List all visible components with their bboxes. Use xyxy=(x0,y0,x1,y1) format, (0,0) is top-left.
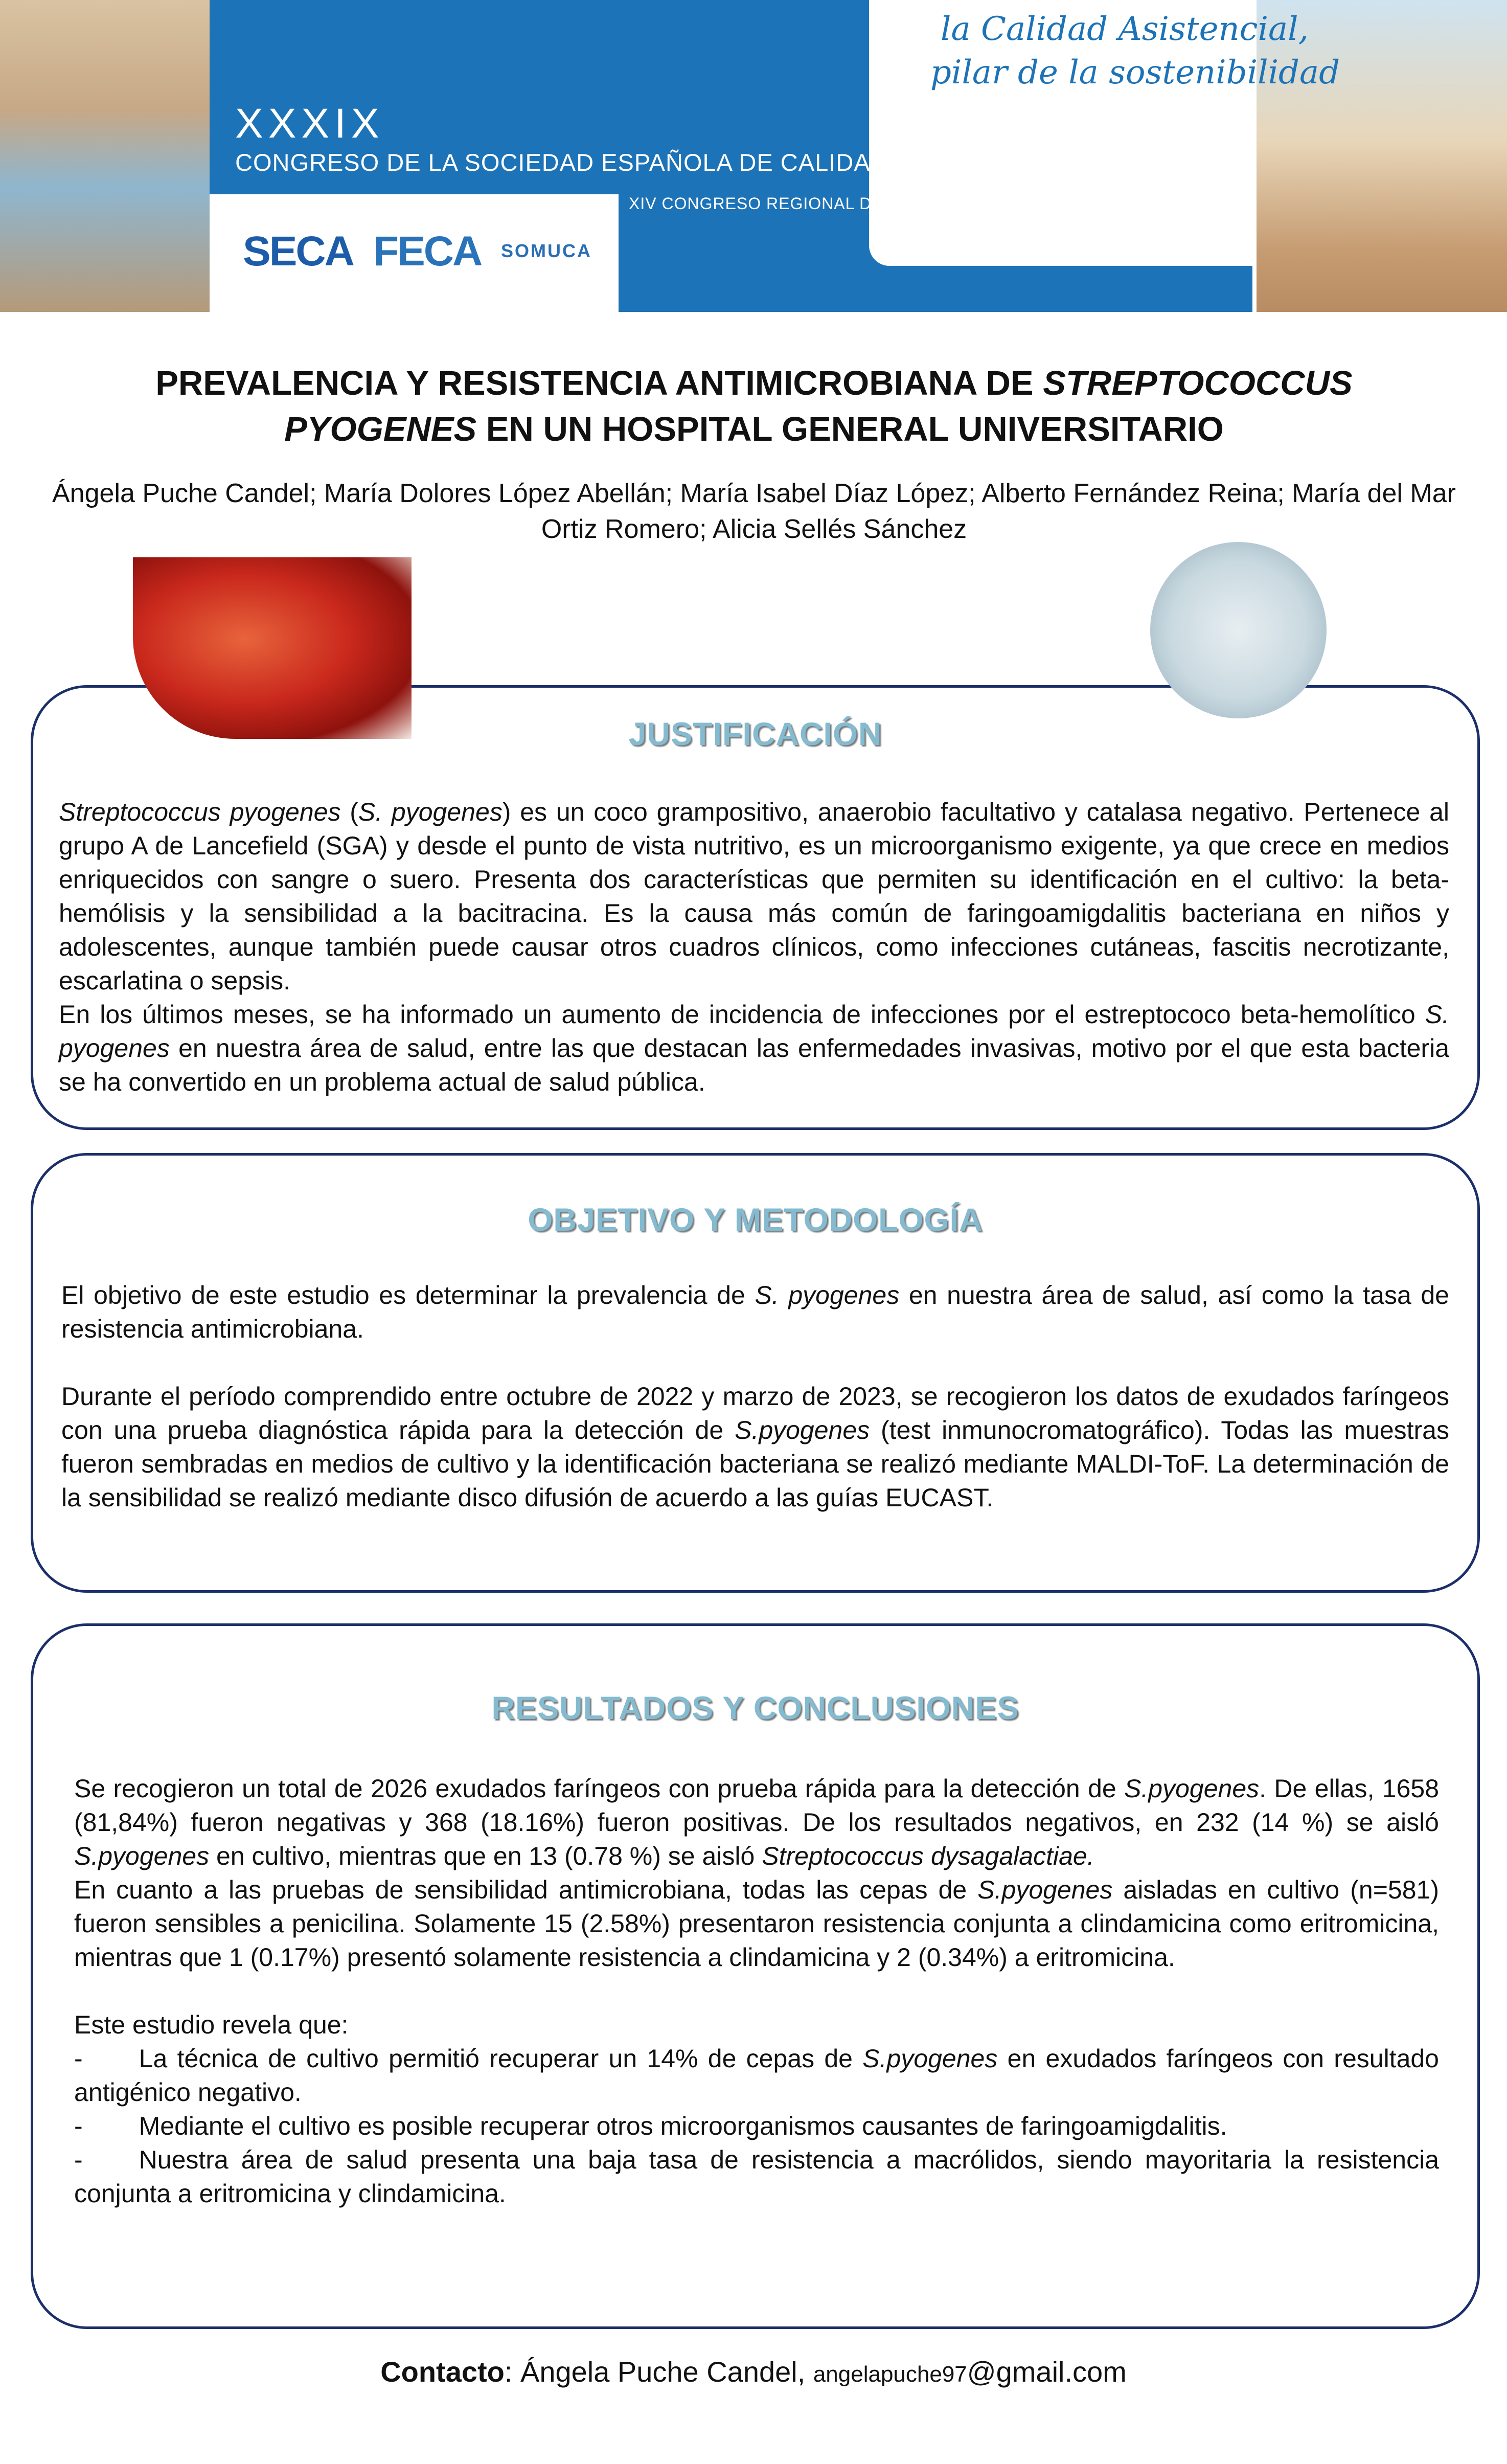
resultados-section xyxy=(31,1623,1480,2329)
poster-title: PREVALENCIA Y RESISTENCIA ANTIMICROBIANA DE STREPTOCOCCUS PYOGENES EN UN HOSPITAL GENERAL UNIVERSITARIO xyxy=(155,364,1353,448)
conclusion-bullet-1: - La técnica de cultivo permitió recuperar un 14% de cepas de S.pyogenes en exudados faríngeos con resultado antigénico negativo. xyxy=(74,2044,1439,2107)
resultados-heading: RESULTADOS Y CONCLUSIONES xyxy=(491,1690,1019,1726)
regional-congress: XIV CONGRESO REGIONAL DE CALIDAD ASISTENCIAL xyxy=(629,194,1079,213)
tagline-line-2: pilar de la sostenibilidad xyxy=(930,54,1340,92)
blood-agar-photo xyxy=(133,557,412,739)
objetivo-heading: OBJETIVO Y METODOLOGÍA xyxy=(528,1202,983,1238)
congress-number: XXXIX xyxy=(235,100,384,147)
date-place: Murcia, 25-27 octubre 2023 xyxy=(895,238,1145,260)
authors-list: Ángela Puche Candel; María Dolores López Abellán; María Isabel Díaz López; Alberto Fernández Reina; María del Mar Ortiz Romero; Alicia Sellés Sánchez xyxy=(52,479,1456,544)
objetivo-section xyxy=(31,1153,1480,1593)
feca-logo: FECA xyxy=(373,228,482,275)
justificacion-text: Streptococcus pyogenes (S. pyogenes) es un coco grampositivo, anaerobio facultativo y catalasa negativo. Pertenece al grupo A de Lancefield (SGA) y desde el punto de vista nutritivo, es un microorganismo exigente, ya que crece en medios enriquecidos con sangre o suero. Presenta dos características que permiten su identificación en el cultivo: la beta-hemólisis y la sensibilidad a la bacitracina. Es la causa más común de faringoamigdalitis bacteriana en niños y adolescentes, aunque también puede causar otros cuadros clínicos, como infecciones cutáneas, fascitis necrotizante, escarlatina o sepsis. En los últimos meses, se ha informado un aumento de incidencia de infecciones por el estreptococo beta-hemolítico S. pyogenes en nuestra área de salud, entre las que destacan las enfermedades invasivas, motivo por el que esta bacteria se ha convertido en un problema actual de salud pública. xyxy=(59,798,1450,1096)
congress-name: CONGRESO DE LA SOCIEDAD ESPAÑOLA DE CALIDAD ASISTENCIAL xyxy=(235,149,1056,176)
contact-label: Contacto xyxy=(380,2356,505,2388)
resultados-text: Se recogieron un total de 2026 exudados faríngeos con prueba rápida para la detección de S.pyogenes. De ellas, 1658 (81,84%) fueron negativas y 368 (18.16%) fueron positivas. De los resultados negativos, en 232 (14 %) se aisló S.pyogenes en cultivo, mientras que en 13 (0.78 %) se aisló Streptococcus dysagalactiae. En cuanto a las pruebas de sensibilidad antimicrobiana, todas las cepas de S.pyogenes aisladas en cultivo (n=581) fueron sensibles a penicilina. Solamente 15 (2.58%) presentaron resistencia conjunta a clindamicina como eritromicina, mientras que 1 (0.17%) presentó solamente resistencia a clindamicina y 2 (0.34%) a eritromicina. Este estudio revela que: - La técnica de cultivo permitió recuperar un 14% de cepas de S.pyogenes en exudados faríngeos con resultado antigénico negativo. - Mediante el cultivo es posible recuperar otros microorganismos causantes de faringoamigdalitis. - Nuestra área de salud presenta una baja tasa de resistencia a macrólidos, siendo mayoritaria la resistencia conjunta a eritromicina y clindamicina. xyxy=(74,1772,1439,2210)
contact-line: Contacto: Ángela Puche Candel, angelapuche97@gmail.com xyxy=(380,2356,1127,2388)
seca-logo: SECA xyxy=(243,228,353,275)
justificacion-heading: JUSTIFICACIÓN xyxy=(628,716,882,752)
header-banner xyxy=(0,0,1507,312)
tagline-line-1: la Calidad Asistencial, xyxy=(941,10,1309,48)
illustration-travelers xyxy=(0,0,240,312)
contact-name: Ángela Puche Candel, xyxy=(520,2356,813,2388)
contact-email-user[interactable]: angelapuche97 xyxy=(813,2362,967,2387)
objetivo-text: El objetivo de este estudio es determinar la prevalencia de S. pyogenes en nuestra área de salud, así como la tasa de resistencia antimicrobiana. Durante el período comprendido entre octubre de 2022 y marzo de 2023, se recogieron los datos de exudados faríngeos con una prueba diagnóstica rápida para la detección de S.pyogenes (test inmunocromatográfico). Todas las muestras fueron sembradas en medios de cultivo y la identificación bacteriana se realizó mediante MALDI-ToF. La determinación de la sensibilidad se realizó mediante disco difusión de acuerdo a las guías EUCAST. xyxy=(61,1281,1449,1512)
conclusion-bullet-2: - Mediante el cultivo es posible recuperar otros microorganismos causantes de faringoamigdalitis. xyxy=(74,2112,1227,2140)
somuca-logo: SOMUCA xyxy=(501,240,592,261)
contact-email-domain[interactable]: @gmail.com xyxy=(967,2356,1127,2388)
microscopy-photo xyxy=(1150,542,1327,718)
justificacion-section xyxy=(31,685,1480,1130)
conclusion-bullet-3: - Nuestra área de salud presenta una baja tasa de resistencia a macrólidos, siendo mayoritaria la resistencia conjunta a eritromicina y clindamicina. xyxy=(74,2145,1439,2208)
